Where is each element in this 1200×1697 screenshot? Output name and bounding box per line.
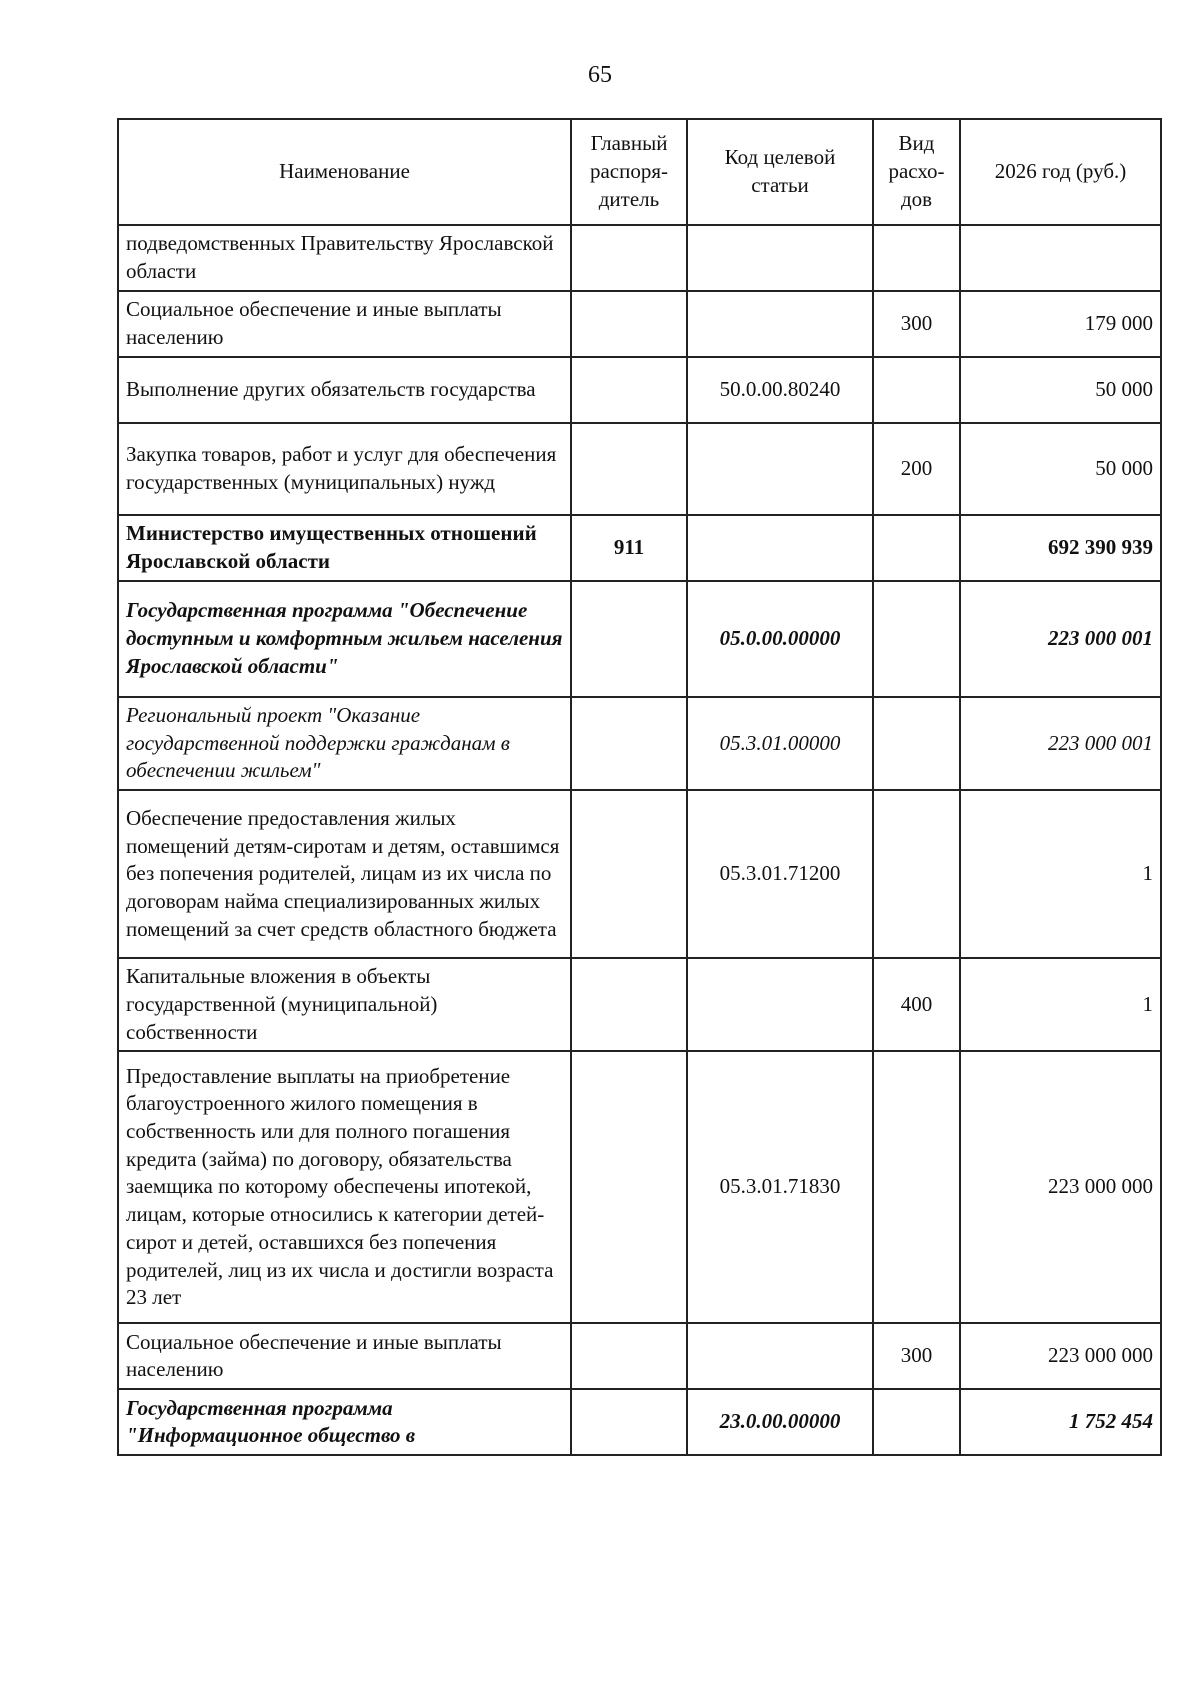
cell-manager <box>571 225 687 291</box>
cell-expense-type <box>873 1051 960 1323</box>
table-row <box>118 697 1161 790</box>
budget-table <box>117 118 1162 1456</box>
cell-name: Обеспечение предоставления жилых помещений детям-сиротам и детям, оставшимся без попечения родителей, лицам из их числа по договорам найма специализированных жилых помещений за счет средств областного бюджета <box>118 790 571 958</box>
cell-name: Социальное обеспечение и иные выплаты населению <box>118 291 571 357</box>
table-body <box>118 225 1161 1455</box>
cell-manager <box>571 790 687 958</box>
cell-amount: 1 <box>960 790 1161 958</box>
cell-target-code: 50.0.00.80240 <box>687 357 873 423</box>
header-manager: Главный распоря-дитель <box>571 119 687 225</box>
cell-amount: 50 000 <box>960 423 1161 515</box>
cell-name: подведомственных Правительству Ярославской области <box>118 225 571 291</box>
cell-manager: 911 <box>571 515 687 581</box>
table-row <box>118 357 1161 423</box>
cell-amount: 1 <box>960 958 1161 1051</box>
cell-expense-type: 200 <box>873 423 960 515</box>
cell-expense-type <box>873 225 960 291</box>
cell-manager <box>571 1051 687 1323</box>
table-row <box>118 790 1161 958</box>
cell-amount: 223 000 001 <box>960 697 1161 790</box>
cell-amount: 223 000 000 <box>960 1051 1161 1323</box>
cell-target-code <box>687 958 873 1051</box>
cell-name: Закупка товаров, работ и услуг для обеспечения государственных (муниципальных) нужд <box>118 423 571 515</box>
cell-amount: 223 000 001 <box>960 581 1161 697</box>
cell-expense-type: 300 <box>873 291 960 357</box>
cell-manager <box>571 1323 687 1389</box>
cell-manager <box>571 958 687 1051</box>
cell-name: Государственная программа "Обеспечение доступным и комфортным жильем населения Ярославской области" <box>118 581 571 697</box>
cell-name: Социальное обеспечение и иные выплаты населению <box>118 1323 571 1389</box>
table-header-row <box>118 119 1161 225</box>
cell-amount <box>960 225 1161 291</box>
cell-target-code <box>687 291 873 357</box>
table-row <box>118 291 1161 357</box>
table-row <box>118 423 1161 515</box>
cell-manager <box>571 581 687 697</box>
header-year: 2026 год (руб.) <box>960 119 1161 225</box>
cell-amount: 50 000 <box>960 357 1161 423</box>
cell-name: Министерство имущественных отношений Ярославской области <box>118 515 571 581</box>
cell-manager <box>571 423 687 515</box>
cell-name: Предоставление выплаты на приобретение благоустроенного жилого помещения в собственность или для полного погашения кредита (займа) по договору, обязательства заемщика по которому обеспечены ипотекой, лицам, которые относились к категории детей-сирот и детей, оставшихся без попечения родителей, лиц из их числа и достигли возраста 23 лет <box>118 1051 571 1323</box>
cell-expense-type <box>873 790 960 958</box>
cell-target-code: 05.3.01.71200 <box>687 790 873 958</box>
cell-amount: 179 000 <box>960 291 1161 357</box>
cell-expense-type <box>873 357 960 423</box>
cell-amount: 223 000 000 <box>960 1323 1161 1389</box>
cell-expense-type: 300 <box>873 1323 960 1389</box>
table-row <box>118 1323 1161 1389</box>
cell-amount: 692 390 939 <box>960 515 1161 581</box>
cell-manager <box>571 697 687 790</box>
table-row <box>118 581 1161 697</box>
cell-name: Выполнение других обязательств государства <box>118 357 571 423</box>
table-row <box>118 1051 1161 1323</box>
cell-target-code <box>687 225 873 291</box>
page-number: 65 <box>588 62 612 88</box>
cell-name: Государственная программа "Информационное общество в <box>118 1389 571 1455</box>
cell-target-code: 05.0.00.00000 <box>687 581 873 697</box>
cell-name: Капитальные вложения в объекты государственной (муниципальной) собственности <box>118 958 571 1051</box>
cell-manager <box>571 291 687 357</box>
cell-target-code: 23.0.00.00000 <box>687 1389 873 1455</box>
cell-expense-type <box>873 1389 960 1455</box>
header-target-code: Код целевой статьи <box>687 119 873 225</box>
table-row <box>118 225 1161 291</box>
header-expense-type: Вид расхо-дов <box>873 119 960 225</box>
cell-expense-type <box>873 581 960 697</box>
cell-amount: 1 752 454 <box>960 1389 1161 1455</box>
table-row <box>118 1389 1161 1455</box>
header-name: Наименование <box>118 119 571 225</box>
cell-target-code <box>687 1323 873 1389</box>
cell-name: Региональный проект "Оказание государственной поддержки гражданам в обеспечении жильем" <box>118 697 571 790</box>
cell-target-code <box>687 515 873 581</box>
cell-expense-type <box>873 697 960 790</box>
cell-manager <box>571 1389 687 1455</box>
table-row <box>118 958 1161 1051</box>
table-row <box>118 515 1161 581</box>
cell-target-code: 05.3.01.71830 <box>687 1051 873 1323</box>
cell-expense-type <box>873 515 960 581</box>
cell-target-code <box>687 423 873 515</box>
cell-target-code: 05.3.01.00000 <box>687 697 873 790</box>
cell-expense-type: 400 <box>873 958 960 1051</box>
cell-manager <box>571 357 687 423</box>
